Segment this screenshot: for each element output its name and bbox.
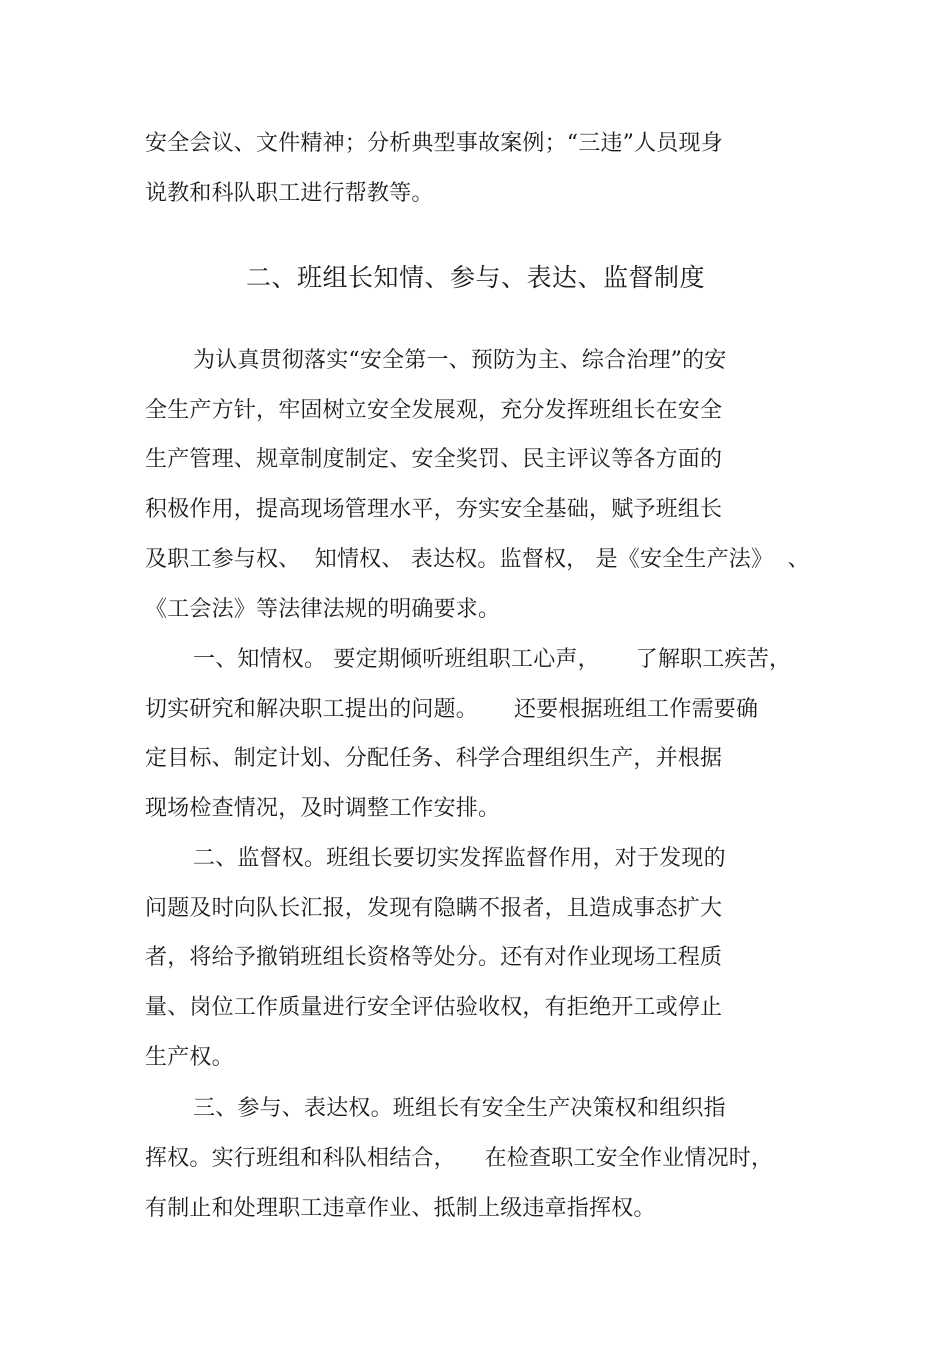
right-to-know-line-3: 定目标、制定计划、分配任务、科学合理组织生产，并根据 xyxy=(145,746,723,771)
preface-line-3: 生产管理、规章制度制定、安全奖罚、民主评议等各方面的 xyxy=(145,447,723,472)
supervision-line-5: 生产权。 xyxy=(145,1045,234,1070)
section-title: 二、班组长知情、参与、表达、监督制度 xyxy=(246,263,706,292)
right-to-know-line-2: 切实研究和解决职工提出的问题。 还要根据班组工作需要确 xyxy=(145,697,759,722)
preface-line-5: 及职工参与权、 知情权、 表达权。监督权， 是《安全生产法》 、 xyxy=(145,547,810,572)
preface-line-6: 《工会法》等法律法规的明确要求。 xyxy=(145,597,501,622)
preface-line-2: 全生产方针，牢固树立安全发展观，充分发挥班组长在安全 xyxy=(145,398,723,423)
supervision-line-3: 者，将给予撤销班组长资格等处分。还有对作业现场工程质 xyxy=(145,945,723,970)
supervision-line-4: 量、岗位工作质量进行安全评估验收权，有拒绝开工或停止 xyxy=(145,995,723,1020)
supervision-line-2: 问题及时向队长汇报，发现有隐瞒不报者，且造成事态扩大 xyxy=(145,896,723,921)
right-to-know-line-1: 一、知情权。 要定期倾听班组职工心声， 了解职工疾苦， xyxy=(193,647,792,672)
preface-line-4: 积极作用，提高现场管理水平，夯实安全基础，赋予班组长 xyxy=(145,497,723,522)
preface-line-1: 为认真贯彻落实“安全第一、预防为主、综合治理”的安 xyxy=(193,348,727,373)
participation-line-2: 挥权。实行班组和科队相结合， 在检查职工安全作业情况时， xyxy=(145,1146,774,1171)
supervision-line-1: 二、监督权。班组长要切实发挥监督作用，对于发现的 xyxy=(193,846,726,871)
intro-line-2: 说教和科队职工进行帮教等。 xyxy=(145,181,434,206)
participation-line-3: 有制止和处理职工违章作业、抵制上级违章指挥权。 xyxy=(145,1196,656,1221)
participation-line-1: 三、参与、表达权。班组长有安全生产决策权和组织指 xyxy=(193,1096,726,1121)
intro-line-1: 安全会议、文件精神；分析典型事故案例；“三违”人员现身 xyxy=(145,131,723,156)
right-to-know-line-4: 现场检查情况，及时调整工作安排。 xyxy=(145,796,501,821)
